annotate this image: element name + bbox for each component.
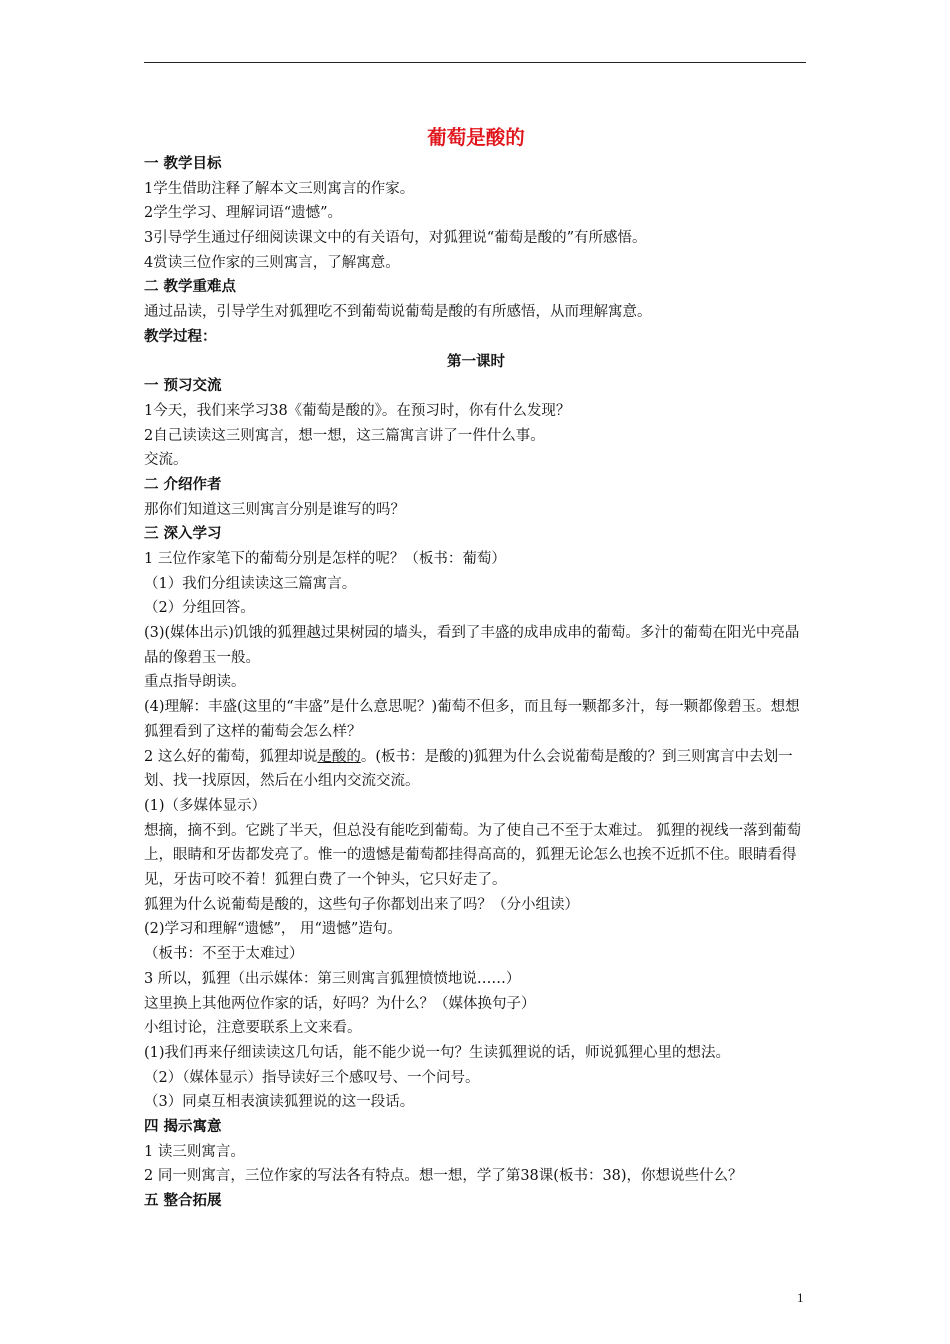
document-title: 葡萄是酸的 [427,126,525,149]
paragraph: 4赏读三位作家的三则寓言，了解寓意。 [144,254,400,271]
text-run: 。(板书：是酸的)狐狸为什么会说葡萄是酸的？到三则寓言中去划一划、找一找原因，然后在小组内交流交流。 [144,748,793,790]
paragraph: 2 同一则寓言，三位作家的写法各有特点。想一想，学了第38课(板书：38)，你想说些什么？ [144,1168,743,1185]
paragraph: 交流。 [144,452,188,469]
paragraph: （1）我们分组读读这三篇寓言。 [144,575,357,592]
paragraph: （板书：不至于太难过） [144,946,304,963]
document-body [144,124,808,1214]
paragraph: 2学生学习、理解词语“遗憾”。 [144,205,343,222]
paragraph: 1学生借助注释了解本文三则寓言的作家。 [144,180,415,197]
paragraph [144,745,808,794]
paragraph: 想摘，摘不到。它跳了半天，但总没有能吃到葡萄。为了使自己不至于太难过。 狐狸的视线一落到葡萄上，眼睛和牙齿都发亮了。惟一的遗憾是葡萄都挂得高高的，狐狸无论怎么也挨不近抓不住。眼睛看得见，牙齿可咬不着！狐狸白费了一个钟头，它只好走了。 [144,822,802,889]
section-heading: 一 预习交流 [144,377,222,395]
paragraph: 那你们知道这三则寓言分别是谁写的吗？ [144,501,405,518]
paragraph: 小组讨论，注意要联系上文来看。 [144,1020,362,1037]
paragraph: （2）分组回答。 [144,600,255,617]
section-heading: 二 介绍作者 [144,475,222,493]
paragraph: 1 读三则寓言。 [144,1143,245,1160]
paragraph: 1 三位作家笔下的葡萄分别是怎样的呢？（板书：葡萄） [144,551,506,567]
section-heading: 四 揭示寓意 [144,1117,222,1135]
section-heading: 三 深入学习 [144,525,222,543]
paragraph: (1)我们再来仔细读读这几句话，能不能少说一句？生读狐狸说的话，师说狐狸心里的想法。 [144,1044,731,1061]
paragraph: (4)理解：丰盛(这里的“丰盛”是什么意思呢？)葡萄不但多，而且每一颗都多汁，每一颗都像碧玉。想想狐狸看到了这样的葡萄会怎么样？ [144,699,800,740]
paragraph: （3）同桌互相表演读狐狸说的这一段话。 [144,1094,415,1111]
lesson-heading: 第一课时 [447,352,505,370]
section-heading: 一 教学目标 [144,155,222,172]
section-heading: 二 教学重难点 [144,278,237,296]
underlined-text: 是酸的 [317,748,361,765]
paragraph: （2）（媒体显示）指导读好三个感叹号、一个问号。 [144,1069,480,1086]
paragraph: 这里换上其他两位作家的话，好吗？为什么？（媒体换句子） [144,995,536,1012]
header-rule [144,62,806,63]
paragraph: 3引导学生通过仔细阅读课文中的有关语句，对狐狸说“葡萄是酸的”有所感悟。 [144,230,647,247]
paragraph: 重点指导朗读。 [144,674,246,691]
process-heading: 教学过程： [144,327,217,345]
paragraph: (3)(媒体出示)饥饿的狐狸越过果树园的墙头，看到了丰盛的成串成串的葡萄。多汁的葡萄在阳光中亮晶晶的像碧玉一般。 [144,625,800,666]
page-number: 1 [797,1290,804,1305]
section-heading: 五 整合拓展 [144,1192,222,1210]
paragraph: 狐狸为什么说葡萄是酸的，这些句子你都划出来了吗？（分小组读） [144,896,579,913]
paragraph: 1今天，我们来学习38《葡萄是酸的》。在预习时，你有什么发现？ [144,402,571,419]
text-run: 2 这么好的葡萄，狐狸却说 [144,748,318,765]
paragraph: 3 所以，狐狸（出示媒体：第三则寓言狐狸愤愤地说……） [144,970,521,987]
paragraph: 2自己读读这三则寓言，想一想，这三篇寓言讲了一件什么事。 [144,427,545,444]
paragraph: (2)学习和理解“遗憾”， 用“遗憾”造句。 [144,921,402,938]
paragraph: 通过品读，引导学生对狐狸吃不到葡萄说葡萄是酸的有所感悟，从而理解寓意。 [144,304,652,321]
paragraph: (1)（多媒体显示） [144,797,267,814]
